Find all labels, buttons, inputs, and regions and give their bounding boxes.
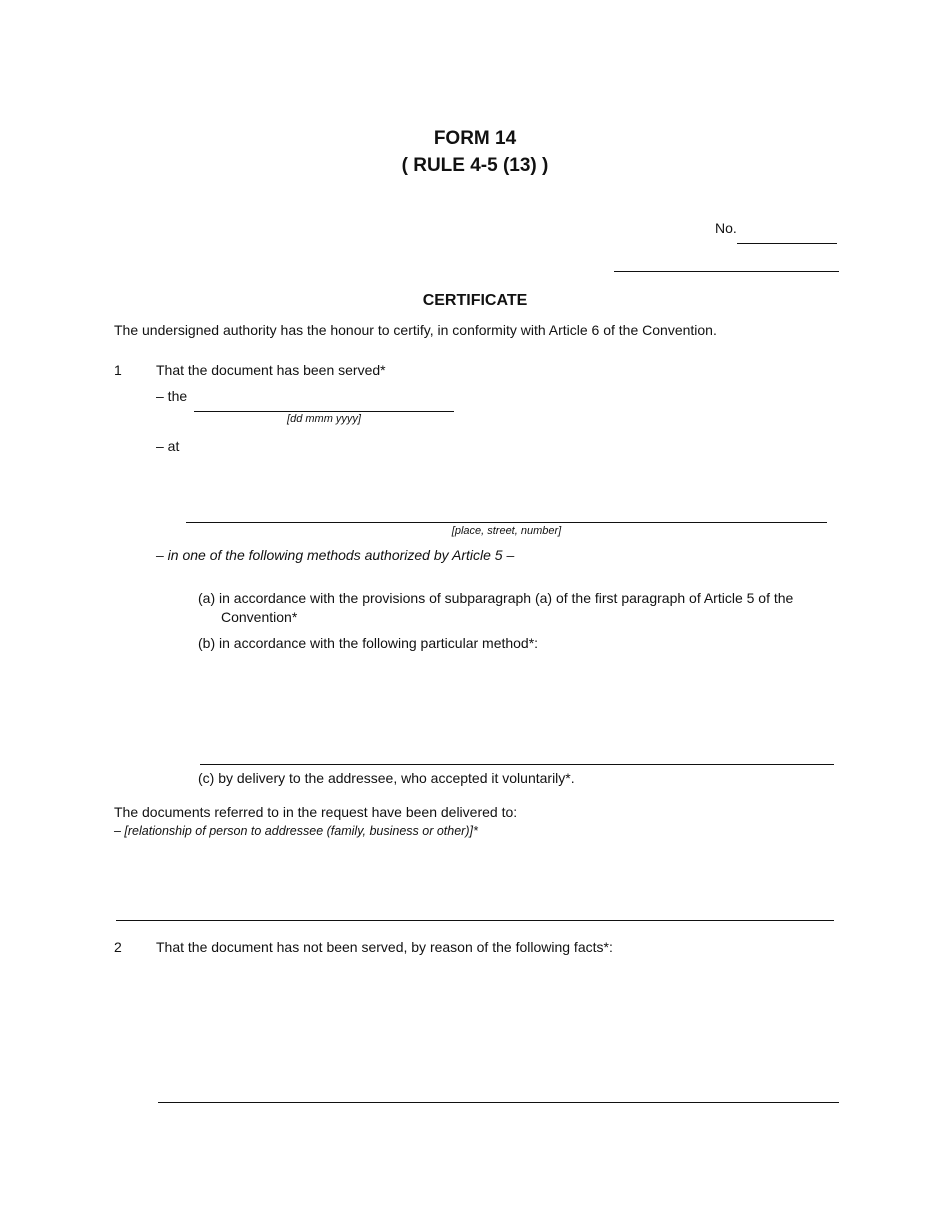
date-hint: [dd mmm yyyy] <box>287 413 361 425</box>
certificate-intro: The undersigned authority has the honour to certify, in conformity with Article 6 of the Convention. <box>114 322 717 338</box>
method-b: (b) in accordance with the following particular method*: <box>198 635 539 651</box>
method-b-field-line[interactable] <box>200 764 834 765</box>
reasons-field-line[interactable] <box>158 1102 839 1103</box>
reference-field-line[interactable] <box>614 271 839 272</box>
rule-reference: ( RULE 4-5 (13) ) <box>401 155 549 176</box>
section-2-statement: That the document has not been served, by reason of the following facts*: <box>156 939 613 955</box>
relationship-field-line[interactable] <box>116 920 834 921</box>
number-field-line[interactable] <box>737 243 837 244</box>
certificate-heading: CERTIFICATE <box>422 292 528 309</box>
form-title: FORM 14 <box>433 128 517 149</box>
date-prefix: – the <box>156 388 188 404</box>
relationship-hint: – [relationship of person to addressee (family, business or other)]* <box>114 824 478 838</box>
method-a: (a) in accordance with the provisions of subparagraph (a) of the first paragraph of Article 5 of the Convention* <box>198 590 794 625</box>
place-prefix: – at <box>156 438 180 454</box>
place-hint: [place, street, number] <box>451 525 562 537</box>
methods-intro: – in one of the following methods authorized by Article 5 – <box>156 547 515 563</box>
date-field-line[interactable] <box>194 411 454 412</box>
number-label: No. <box>715 220 737 236</box>
section-1-number: 1 <box>114 362 122 378</box>
section-1-statement: That the document has been served* <box>156 362 386 378</box>
section-2-number: 2 <box>114 939 122 955</box>
place-field-line[interactable] <box>186 522 827 523</box>
method-c: (c) by delivery to the addressee, who accepted it voluntarily*. <box>198 770 575 786</box>
delivery-statement: The documents referred to in the request have been delivered to: <box>114 804 518 820</box>
